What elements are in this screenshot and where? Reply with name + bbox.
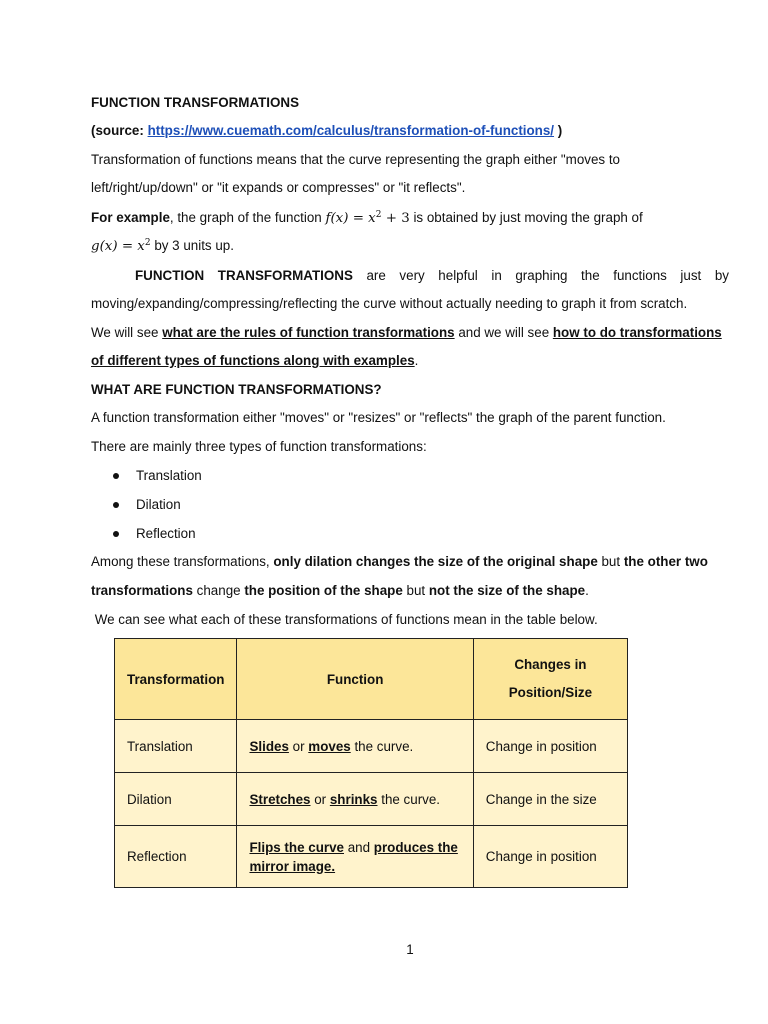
intro-line-1: Transformation of functions means that the curve representing the graph either "moves to — [91, 152, 621, 167]
para2-line-4: of different types of functions along with examples. — [91, 353, 419, 368]
table-row — [115, 720, 628, 773]
header-function: Function — [237, 639, 473, 720]
para6: We can see what each of these transformations of functions mean in the table below. — [91, 612, 598, 627]
cell-name: Reflection — [115, 826, 237, 888]
transform-types-list — [111, 467, 511, 554]
source-prefix: (source: — [91, 123, 148, 138]
header-changes: Changes in Position/Size — [473, 639, 627, 720]
cell-change: Change in position — [473, 826, 627, 888]
para2-line-3: We will see what are the rules of function transformations and we will see how to do transformations — [91, 325, 722, 340]
cell-change: Change in the size — [473, 773, 627, 826]
para4: There are mainly three types of function transformations: — [91, 439, 427, 454]
f-formula: $f(x) = x^2 + 3$ — [325, 210, 410, 226]
doc-title: FUNCTION TRANSFORMATIONS — [91, 95, 300, 110]
example-line-2: $g(x) = x^2$ by 3 units up. — [91, 238, 234, 254]
cell-function: Slides or moves the curve. — [237, 720, 473, 773]
cell-change: Change in position — [473, 720, 627, 773]
bullet-icon — [113, 473, 119, 479]
header-transformation: Transformation — [115, 639, 237, 720]
cell-name: Translation — [115, 720, 237, 773]
table-row — [115, 826, 628, 888]
cell-function: Flips the curve and produces the mirror image. — [237, 826, 473, 888]
transformations-table — [114, 638, 628, 888]
table-header-row — [115, 639, 628, 720]
g-formula: $g(x) = x^2$ — [91, 238, 151, 254]
how-to-phrase: how to do transformations — [552, 325, 722, 340]
rules-phrase: what are the rules of function transformations — [162, 325, 455, 340]
cell-name: Dilation — [115, 773, 237, 826]
list-item: Reflection — [111, 525, 511, 554]
bullet-icon — [113, 502, 119, 508]
cell-function: Stretches or shrinks the curve. — [237, 773, 473, 826]
source-line — [91, 122, 731, 140]
para2-line-2: moving/expanding/compressing/reflecting the curve without actually needing to graph it from scratch. — [91, 296, 688, 311]
list-item: Dilation — [111, 496, 511, 525]
para2-line-1: FUNCTION TRANSFORMATIONS are very helpful in graphing the functions just by — [135, 268, 729, 283]
page-number: 1 — [406, 942, 414, 957]
table-row — [115, 773, 628, 826]
source-link[interactable]: https://www.cuemath.com/calculus/transformation-of-functions/ — [147, 123, 555, 138]
example-line-1: For example, the graph of the function $f(x) = x^2 + 3$ is obtained by just moving the graph of — [91, 210, 643, 226]
para5-line-1: Among these transformations, only dilation changes the size of the original shape but the other two — [91, 554, 708, 569]
para3: A function transformation either "moves" or "resizes" or "reflects" the graph of the parent function. — [91, 410, 666, 425]
bullet-icon — [113, 531, 119, 537]
intro-line-2: left/right/up/down" or "it expands or compresses" or "it reflects". — [91, 180, 466, 195]
list-item: Translation — [111, 467, 511, 496]
section-heading: WHAT ARE FUNCTION TRANSFORMATIONS? — [91, 382, 382, 397]
para5-line-2: transformations change the position of the shape but not the size of the shape. — [91, 583, 589, 598]
source-suffix: ) — [554, 123, 563, 138]
example-label: For example — [91, 210, 170, 225]
